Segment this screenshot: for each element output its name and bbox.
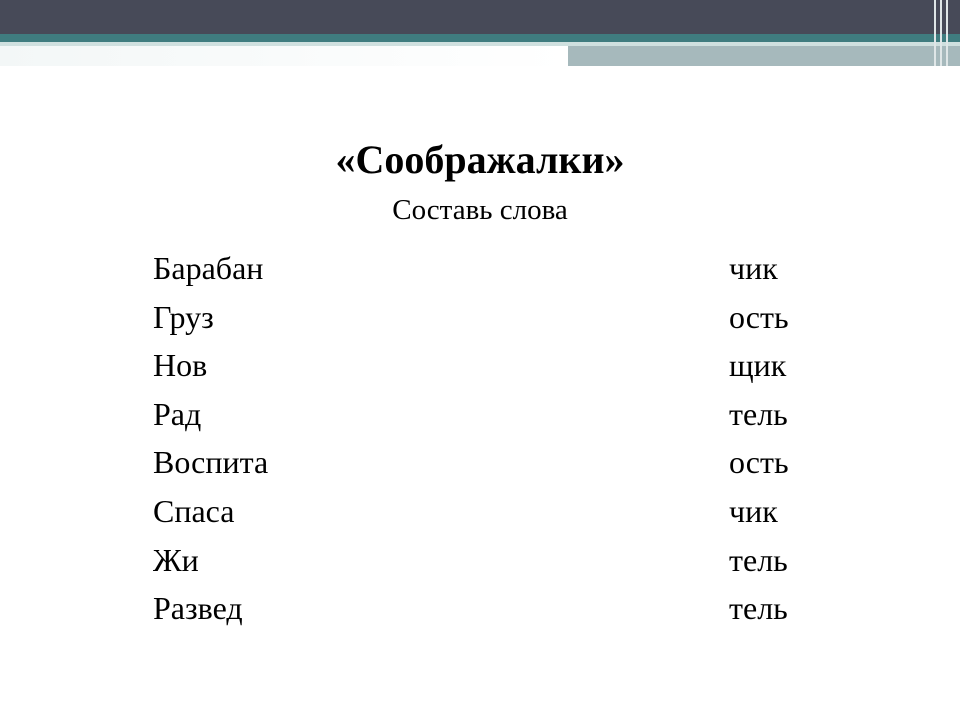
header-fade-bar	[0, 46, 568, 66]
header-dark-bar	[0, 0, 960, 34]
word-list	[153, 246, 853, 635]
word-suffix: тель	[729, 541, 788, 578]
word-row	[153, 538, 853, 587]
word-row	[153, 440, 853, 489]
header-edge-lines	[932, 0, 952, 66]
word-row	[153, 392, 853, 441]
header-grey-bar	[568, 46, 960, 66]
word-row	[153, 586, 853, 635]
word-row	[153, 246, 853, 295]
word-row	[153, 489, 853, 538]
word-stem: Барабан	[153, 250, 264, 286]
header-teal-bar	[0, 34, 960, 42]
word-stem: Груз	[153, 298, 214, 335]
word-suffix: чик	[729, 250, 778, 286]
word-stem: Нов	[153, 347, 208, 384]
slide-title: «Соображалки»	[335, 137, 625, 182]
word-stem: Рад	[153, 395, 202, 432]
word-suffix: тель	[729, 395, 788, 432]
word-stem: Воспита	[153, 444, 269, 481]
word-row	[153, 343, 853, 392]
word-stem: Развед	[153, 590, 243, 627]
word-stem: Жи	[153, 541, 199, 578]
word-suffix: ость	[729, 444, 789, 481]
word-suffix: ость	[729, 298, 789, 335]
word-suffix: щик	[729, 347, 787, 384]
slide-subtitle: Составь слова	[392, 194, 568, 226]
word-suffix: чик	[729, 492, 778, 529]
word-suffix: тель	[729, 590, 788, 627]
word-row	[153, 295, 853, 344]
word-stem: Спаса	[153, 492, 235, 529]
